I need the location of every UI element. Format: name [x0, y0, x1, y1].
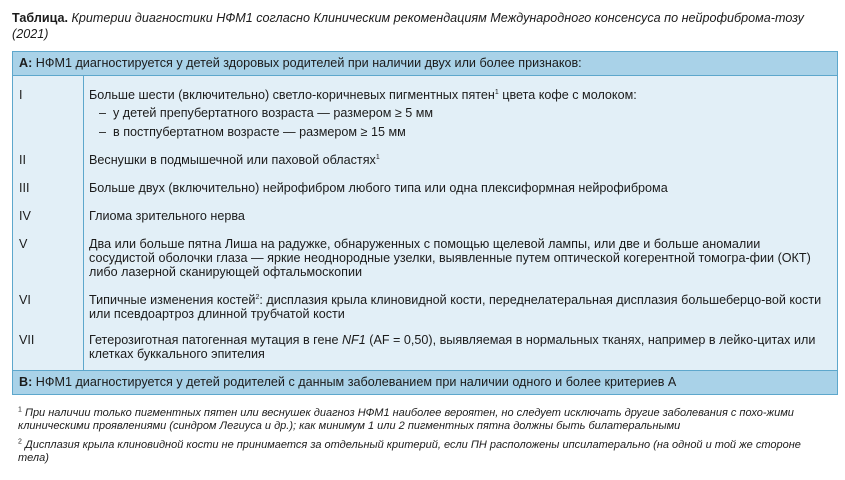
row-number: VI	[19, 293, 31, 307]
row-number: V	[19, 237, 28, 251]
row-number: III	[19, 181, 30, 195]
sub-item-text: в постпубертатном возрасте — размером ≥ 15 мм	[113, 125, 406, 139]
section-b-text: НФМ1 диагностируется у детей родителей с данным заболеванием при наличии одного и более критериев А	[35, 375, 677, 389]
sub-item	[89, 125, 829, 139]
column-divider	[83, 75, 84, 371]
section-b-lead: В:	[19, 375, 33, 389]
row-text: Глиома зрительного нерва	[89, 209, 245, 223]
footnote-text: Дисплазия крыла клиновидной кости не принимается за отдельный критерий, если ПН расположены ипсилатерально (на одной и той же стороне тела)	[18, 439, 801, 464]
row-text	[89, 333, 829, 361]
table-caption	[12, 10, 837, 42]
row-text	[89, 153, 829, 167]
criteria-table	[12, 51, 838, 395]
gene-name: NF1	[341, 333, 366, 347]
sub-item	[89, 106, 829, 120]
row-text-part: Гетерозиготная патогенная мутация в гене	[89, 333, 342, 347]
row-text-part: Типичные изменения костей	[89, 293, 256, 307]
section-a-lead: А:	[19, 56, 33, 70]
row-text-part: цвета кофе с молоком:	[498, 88, 637, 102]
footnote-text: При наличии только пигментных пятен или веснушек диагноз НФМ1 наиболее вероятен, но следует исключать другие заболевания с похо-жими клиническими проявлениями (синдром Легиуса и др.); как минимум 1 или 2 пигментных пятна должны быть билатеральными	[18, 407, 794, 432]
sub-item-text: у детей препубертатного возраста — размером ≥ 5 мм	[113, 106, 434, 120]
footnote-ref: 1	[494, 88, 499, 96]
footnotes	[18, 407, 828, 471]
row-text-part: : дисплазия крыла клиновидной кости, переднелатеральная дисплазия большеберцо-вой кости или псевдоартроз длинной трубчатой кости	[89, 293, 822, 321]
caption-lead: Таблица.	[12, 11, 68, 25]
row-text-part: Больше шести (включительно) светло-коричневых пигментных пятен	[89, 88, 495, 102]
row-number: II	[19, 153, 26, 167]
row-number: IV	[19, 209, 31, 223]
footnote-number: 2	[18, 438, 22, 446]
dash-marker: –	[99, 106, 107, 120]
row-number: I	[19, 88, 23, 102]
section-b-header	[13, 370, 837, 394]
row-text: Два или больше пятна Лиша на радужке, обнаруженных с помощью щелевой лампы, или две и больше аномалии сосудистой оболочки глаза — яркие неоднородные узелки, выявленные путем оптической когерентной томогра-фии (ОКТ) либо лазерной сканирующей офтальмоскопии	[89, 237, 811, 279]
row-text	[89, 293, 829, 321]
footnote-ref: 1	[375, 153, 380, 161]
row-text-part: (AF = 0,50), выявляемая в нормальных тканях, например в лейко-цитах или клетках буккального эпителия	[89, 333, 816, 361]
caption-text: Критерии диагностики НФМ1 согласно Клиническим рекомендациям Международного консенсуса по нейрофиброма-тозу (2021)	[12, 11, 804, 41]
footnote-ref: 2	[255, 293, 260, 301]
row-text: Больше двух (включительно) нейрофибром любого типа или одна плексиформная нейрофиброма	[89, 181, 668, 195]
row-text-part: Веснушки в подмышечной или паховой областях	[89, 153, 376, 167]
section-a-text: НФМ1 диагностируется у детей здоровых родителей при наличии двух или более признаков:	[35, 56, 582, 70]
row-text	[89, 88, 829, 139]
section-a-header	[13, 52, 837, 76]
footnote-number: 1	[18, 406, 22, 414]
dash-marker: –	[99, 125, 107, 139]
footnote	[18, 439, 828, 465]
row-number: VII	[19, 333, 35, 347]
footnote	[18, 407, 828, 433]
